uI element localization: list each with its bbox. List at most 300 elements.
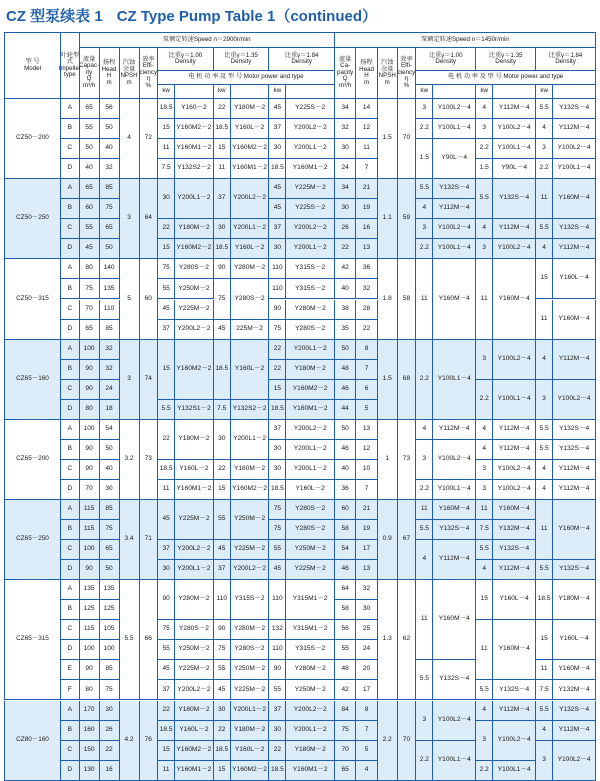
motor-type: Y112M－4	[553, 480, 596, 500]
motor-type: Y180M－2	[231, 460, 270, 480]
motor-type: Y160L－2	[231, 741, 270, 761]
motor-power-kw: 2.2	[416, 119, 433, 139]
capacity-2900: 135	[80, 580, 100, 600]
motor-power-kw: 4	[476, 219, 493, 239]
motor-type: Y280M－2	[286, 660, 335, 680]
motor-power-kw: 3	[476, 480, 493, 500]
motor-type: Y225M－2	[175, 500, 214, 540]
model-name: CZ80－160	[4, 701, 61, 781]
capacity-1450: 40	[335, 460, 356, 480]
motor-type: Y160M－4	[553, 300, 596, 340]
npsh-1450: 1.8	[378, 259, 398, 339]
capacity-1450: 32	[335, 119, 356, 139]
motor-power-kw: 22	[214, 460, 231, 480]
title-chinese: CZ 型泵续表 1	[6, 8, 103, 25]
head-2900: 135	[100, 279, 120, 299]
head-2900: 85	[100, 320, 120, 340]
motor-type: Y180M－2	[175, 219, 214, 239]
motor-type: Y160L－2	[286, 480, 335, 500]
motor-power-kw: 4	[536, 119, 553, 139]
motor-power-kw: 5.5	[416, 179, 433, 199]
capacity-1450: 38	[335, 300, 356, 320]
impeller-type: B	[61, 600, 80, 620]
capacity-1450: 46	[335, 560, 356, 580]
motor-type: Y160M1－2	[286, 400, 335, 420]
capacity-2900: 80	[80, 259, 100, 279]
motor-type: Y112M－4	[493, 219, 536, 239]
head-1450: 32	[356, 580, 377, 600]
page-title	[6, 4, 377, 30]
motor-power-kw: 11	[476, 620, 493, 680]
motor-type: Y200L2－2	[175, 320, 214, 340]
motor-power-kw: 110	[214, 580, 231, 620]
motor-power-kw: 55	[158, 279, 175, 299]
motor-type: Y200L1－2	[286, 139, 335, 159]
head-2900: 105	[100, 620, 120, 640]
capacity-2900: 90	[80, 360, 100, 380]
motor-power-kw: 4	[536, 340, 553, 380]
efficiency-2900: 73	[140, 420, 159, 500]
motor-type: Y200L2－2	[286, 219, 335, 239]
capacity-1450: 46	[335, 440, 356, 460]
capacity-1450: 84	[335, 701, 356, 721]
impeller-type: C	[61, 540, 80, 560]
motor-type: Y200L2－2	[286, 119, 335, 139]
npsh-2900: 4	[120, 99, 140, 179]
motor-power-kw: 5.5	[476, 179, 493, 219]
motor-type: Y160L－2	[175, 460, 214, 480]
capacity-1450: 40	[335, 279, 356, 299]
head-1450: 21	[356, 179, 377, 199]
motor-power-kw: 3	[416, 440, 433, 480]
motor-type: Y200L1－2	[231, 420, 270, 460]
motor-type: Y132S－4	[553, 219, 596, 239]
motor-type: Y160M2－2	[175, 340, 214, 400]
motor-power-kw: 22	[158, 701, 175, 721]
motor-type: Y132S2－2	[175, 159, 214, 179]
header-efficiency-1450: 效率 Effi-ciency η %	[398, 48, 417, 99]
motor-type: Y160M－4	[433, 500, 476, 520]
motor-type: Y112M－4	[433, 540, 476, 580]
efficiency-2900: 60	[140, 259, 159, 339]
impeller-type: C	[61, 741, 80, 761]
header-capacity-1450: 流量 Ca-pacity Q m³/h	[335, 48, 356, 99]
capacity-1450: 30	[335, 199, 356, 219]
motor-power-kw: 11	[536, 660, 553, 680]
capacity-2900: 150	[80, 741, 100, 761]
motor-type: Y160L－2	[231, 239, 270, 259]
motor-power-kw: 5.5	[476, 680, 493, 700]
motor-type: Y132S－4	[553, 701, 596, 721]
model-name: CZ65－160	[4, 340, 61, 420]
motor-type: Y112M－4	[553, 460, 596, 480]
impeller-type: D	[61, 560, 80, 580]
title-suffix: （continued）	[275, 8, 377, 25]
head-2900: 26	[100, 721, 120, 741]
motor-power-kw: 4	[416, 540, 433, 580]
motor-type: Y160M－4	[433, 580, 476, 660]
motor-power-kw: 4	[536, 239, 553, 259]
motor-power-kw: 45	[269, 99, 286, 119]
capacity-1450: 24	[335, 159, 356, 179]
impeller-type: A	[61, 99, 80, 119]
motor-type: Y250M－2	[286, 680, 335, 700]
capacity-2900: 90	[80, 460, 100, 480]
motor-type: Y315M1－2	[286, 620, 335, 640]
impeller-type: C	[61, 139, 80, 159]
motor-type: Y225S－2	[286, 199, 335, 219]
title-english: CZ Type Pump Table 1	[116, 8, 276, 25]
impeller-type: E	[61, 660, 80, 680]
motor-power-kw: 2.2	[416, 741, 433, 781]
motor-type: Y100L2－4	[493, 119, 536, 139]
head-1450: 8	[356, 701, 377, 721]
motor-type: Y132M－4	[553, 680, 596, 700]
capacity-1450: 46	[335, 380, 356, 400]
motor-power-kw: 11	[214, 159, 231, 179]
model-name: CZ65－200	[4, 420, 61, 500]
motor-power-kw: 45	[158, 300, 175, 320]
motor-type: Y100L2－4	[433, 701, 476, 741]
motor-power-kw: 37	[158, 680, 175, 700]
capacity-2900: 70	[80, 480, 100, 500]
motor-type: Y100L2－4	[553, 139, 596, 159]
motor-power-kw: 5.5	[536, 420, 553, 440]
motor-power-kw: 37	[269, 420, 286, 440]
motor-type: Y100L1－4	[493, 380, 536, 420]
motor-power-kw: 2.2	[416, 480, 433, 500]
motor-power-kw: 22	[214, 721, 231, 741]
head-1450: 19	[356, 520, 377, 540]
motor-power-kw: 90	[214, 259, 231, 279]
header-head-2900: 扬程 Head H m	[100, 48, 120, 99]
impeller-type: A	[61, 179, 80, 199]
motor-power-kw: 22	[214, 99, 231, 119]
motor-type: Y100L1－4	[433, 480, 476, 500]
motor-power-kw: 37	[269, 219, 286, 239]
header-impeller: 叶轮型式 Impeller type	[61, 32, 80, 99]
impeller-type: F	[61, 680, 80, 700]
motor-type: Y315S－2	[286, 279, 335, 299]
efficiency-2900: 76	[140, 701, 159, 781]
motor-type: Y160M－4	[493, 500, 536, 520]
header-density-135-a: 比重γ＝1.35 Density	[214, 48, 270, 71]
pump-data-table	[4, 32, 596, 781]
head-1450: 7	[356, 721, 377, 741]
motor-power-kw: 15	[158, 119, 175, 139]
motor-type: Y112M－4	[493, 701, 536, 721]
impeller-type: C	[61, 620, 80, 640]
capacity-2900: 55	[80, 219, 100, 239]
capacity-1450: 36	[335, 480, 356, 500]
header-efficiency-2900: 效率 Effi-ciency η %	[140, 48, 159, 99]
capacity-2900: 90	[80, 380, 100, 400]
motor-power-kw: 5.5	[536, 99, 553, 119]
motor-power-kw: 37	[158, 540, 175, 560]
head-1450: 22	[356, 320, 377, 340]
head-1450: 11	[356, 139, 377, 159]
capacity-2900: 100	[80, 340, 100, 360]
impeller-type: C	[61, 219, 80, 239]
head-2900: 30	[100, 480, 120, 500]
motor-power-kw: 2.2	[476, 380, 493, 420]
capacity-2900: 90	[80, 660, 100, 680]
motor-type: Y280S－2	[231, 640, 270, 660]
motor-type: Y100L1－4	[433, 119, 476, 139]
head-2900: 50	[100, 119, 120, 139]
efficiency-1450: 70	[398, 701, 417, 781]
motor-power-kw: 22	[269, 360, 286, 380]
motor-power-kw: 2.2	[476, 139, 493, 159]
capacity-1450: 60	[335, 500, 356, 520]
impeller-type: B	[61, 199, 80, 219]
motor-power-kw: 18.5	[536, 580, 553, 620]
impeller-type: D	[61, 761, 80, 781]
motor-power-kw: 22	[158, 219, 175, 239]
npsh-2900: 3.4	[120, 500, 140, 580]
motor-type: Y200L1－2	[286, 721, 335, 741]
motor-type: Y200L1－2	[286, 440, 335, 460]
motor-power-kw: 11	[536, 300, 553, 340]
motor-power-kw: 30	[158, 560, 175, 580]
motor-power-kw: 4	[416, 199, 433, 219]
motor-type: Y200L1－2	[286, 340, 335, 360]
npsh-1450: 2.2	[378, 701, 398, 781]
impeller-type: B	[61, 520, 80, 540]
head-1450: 21	[356, 500, 377, 520]
motor-power-kw: 11	[416, 259, 433, 339]
motor-type: Y250M－2	[286, 540, 335, 560]
capacity-2900: 100	[80, 540, 100, 560]
motor-type: Y250M－2	[231, 500, 270, 540]
motor-power-kw: 18.5	[269, 761, 286, 781]
motor-type: Y112M－4	[553, 721, 596, 741]
head-2900: 16	[100, 761, 120, 781]
motor-power-kw: 4	[416, 420, 433, 440]
motor-type: Y200L2－2	[175, 680, 214, 700]
head-2900: 50	[100, 440, 120, 460]
capacity-2900: 90	[80, 560, 100, 580]
motor-power-kw: 4	[476, 560, 493, 580]
head-2900: 135	[100, 580, 120, 600]
motor-power-kw: 2.2	[476, 761, 493, 781]
header-density-135-b: 比重γ＝1.35 Density	[476, 48, 536, 71]
capacity-1450: 65	[335, 761, 356, 781]
head-1450: 36	[356, 259, 377, 279]
motor-type: Y100L2－4	[493, 340, 536, 380]
efficiency-1450: 70	[398, 99, 417, 179]
motor-type: Y160M－4	[493, 259, 536, 339]
motor-power-kw: 3	[416, 219, 433, 239]
motor-type: Y280S－2	[231, 279, 270, 319]
head-2900: 85	[100, 660, 120, 680]
head-1450: 12	[356, 119, 377, 139]
motor-type: Y160M1－2	[175, 761, 214, 781]
capacity-1450: 34	[335, 179, 356, 199]
motor-power-kw: 3	[476, 340, 493, 380]
header-density-184-a: 比重γ＝1.84 Density	[269, 48, 335, 71]
motor-type: Y315S－2	[286, 640, 335, 660]
npsh-2900: 5.5	[120, 580, 140, 700]
head-2900: 65	[100, 540, 120, 560]
capacity-1450: 44	[335, 400, 356, 420]
capacity-1450: 34	[335, 99, 356, 119]
motor-type: Y160M2－2	[175, 119, 214, 139]
capacity-2900: 90	[80, 440, 100, 460]
motor-power-kw: 30	[269, 239, 286, 259]
capacity-2900: 75	[80, 279, 100, 299]
impeller-type: C	[61, 380, 80, 400]
motor-type: Y225M－2	[286, 560, 335, 580]
npsh-1450: 1.1	[378, 179, 398, 259]
motor-power-kw: 90	[269, 660, 286, 680]
motor-type: Y200L1－2	[175, 560, 214, 580]
motor-type: Y200L1－2	[231, 701, 270, 721]
capacity-2900: 100	[80, 640, 100, 660]
header-density-100-b: 比重γ＝1.00 Density	[416, 48, 476, 71]
motor-type: Y200L1－2	[286, 460, 335, 480]
motor-type: Y180M－4	[553, 580, 596, 620]
motor-type: Y160M2－2	[231, 139, 270, 159]
motor-type: Y225M－2	[175, 300, 214, 320]
header-model: 型 号 Model	[4, 32, 61, 99]
capacity-2900: 160	[80, 721, 100, 741]
motor-power-kw: 22	[269, 741, 286, 761]
motor-type: Y100L1－4	[433, 741, 476, 781]
capacity-2900: 115	[80, 520, 100, 540]
motor-power-kw: 3	[476, 721, 493, 761]
motor-type: Y132S－4	[433, 520, 476, 540]
head-1450: 28	[356, 300, 377, 320]
motor-power-kw: 15	[476, 580, 493, 620]
motor-power-kw: 3	[416, 701, 433, 741]
motor-type: Y250M－2	[175, 279, 214, 299]
capacity-1450: 55	[335, 640, 356, 660]
head-1450: 25	[356, 620, 377, 640]
motor-power-kw: 11	[158, 139, 175, 159]
header-density-100-a: 比重γ＝1.00 Density	[158, 48, 214, 71]
motor-power-kw: 45	[158, 500, 175, 540]
motor-type: Y280M－2	[231, 259, 270, 279]
motor-type: Y112M－4	[553, 340, 596, 380]
motor-power-kw: 55	[214, 500, 231, 540]
head-2900: 140	[100, 259, 120, 279]
header-kw-a3: kw	[269, 85, 286, 99]
header-type-b2	[493, 85, 536, 99]
header-head-1450: 扬程 Head H m	[356, 48, 377, 99]
efficiency-1450: 73	[398, 420, 417, 500]
motor-power-kw: 30	[269, 721, 286, 741]
head-2900: 75	[100, 199, 120, 219]
motor-type: Y132M－4	[493, 520, 536, 540]
head-1450: 7	[356, 159, 377, 179]
npsh-2900: 4.2	[120, 701, 140, 781]
capacity-1450: 50	[335, 420, 356, 440]
header-type-a1	[175, 85, 214, 99]
capacity-1450: 56	[335, 620, 356, 640]
motor-power-kw: 1.5	[416, 139, 433, 179]
capacity-2900: 170	[80, 701, 100, 721]
motor-power-kw: 30	[269, 460, 286, 480]
motor-power-kw: 5.5	[536, 701, 553, 721]
motor-type: Y280S－2	[286, 500, 335, 520]
capacity-2900: 45	[80, 239, 100, 259]
capacity-2900: 55	[80, 119, 100, 139]
motor-type: Y100L2－4	[493, 721, 536, 761]
motor-type: Y112M－4	[493, 420, 536, 440]
head-2900: 85	[100, 179, 120, 199]
motor-type: Y100L2－4	[493, 460, 536, 480]
motor-type: Y100L2－4	[493, 480, 536, 500]
motor-type: Y100L2－4	[493, 239, 536, 259]
head-2900: 22	[100, 741, 120, 761]
head-2900: 32	[100, 360, 120, 380]
motor-power-kw: 7.5	[476, 520, 493, 540]
efficiency-2900: 72	[140, 99, 159, 179]
motor-type: Y180M－2	[231, 721, 270, 741]
motor-type: Y112M－4	[493, 440, 536, 460]
motor-power-kw: 4	[476, 440, 493, 460]
capacity-1450: 58	[335, 600, 356, 620]
impeller-type: A	[61, 500, 80, 520]
motor-power-kw: 3	[476, 460, 493, 480]
motor-type: Y280M－2	[231, 620, 270, 640]
motor-power-kw: 45	[214, 680, 231, 700]
motor-power-kw: 11	[416, 500, 433, 520]
motor-power-kw: 37	[269, 701, 286, 721]
capacity-2900: 80	[80, 680, 100, 700]
header-kw-b3: kw	[536, 85, 553, 99]
motor-type: Y112M－4	[493, 99, 536, 119]
header-motor-1450: 电 机 功 率 及 型 号 Motor power and type	[416, 71, 596, 85]
impeller-type: B	[61, 721, 80, 741]
motor-type: Y160M－4	[433, 259, 476, 339]
npsh-1450: 1.5	[378, 99, 398, 179]
motor-power-kw: 11	[476, 500, 493, 520]
impeller-type: A	[61, 340, 80, 360]
efficiency-2900: 66	[140, 580, 159, 700]
motor-type: Y160L－4	[493, 580, 536, 620]
motor-power-kw: 110	[269, 580, 286, 620]
header-npsh-2900: 汽蚀余量 NPSH m	[120, 48, 140, 99]
motor-power-kw: 5.5	[158, 400, 175, 420]
header-kw-b2: kw	[476, 85, 493, 99]
motor-type: Y160L－2	[175, 721, 214, 741]
head-2900: 110	[100, 300, 120, 320]
header-kw-b1: kw	[416, 85, 433, 99]
motor-power-kw: 18.5	[158, 721, 175, 741]
motor-power-kw: 30	[158, 179, 175, 219]
motor-type: Y160M1－2	[175, 139, 214, 159]
capacity-1450: 58	[335, 520, 356, 540]
motor-power-kw: 30	[214, 219, 231, 239]
motor-power-kw: 18.5	[214, 239, 231, 259]
motor-power-kw: 45	[269, 199, 286, 219]
capacity-1450: 30	[335, 139, 356, 159]
motor-power-kw: 37	[158, 320, 175, 340]
motor-power-kw: 5.5	[416, 660, 433, 700]
motor-type: Y132S－4	[553, 420, 596, 440]
capacity-1450: 75	[335, 721, 356, 741]
motor-type: Y132S－4	[493, 540, 536, 560]
motor-type: Y250M－2	[175, 640, 214, 660]
header-speed-1450: 泵额定转速Speed n＝1450r/min	[335, 32, 596, 48]
impeller-type: D	[61, 480, 80, 500]
head-1450: 19	[356, 199, 377, 219]
head-1450: 17	[356, 540, 377, 560]
motor-type: Y225M－2	[175, 660, 214, 680]
motor-type: Y200L1－2	[175, 179, 214, 219]
